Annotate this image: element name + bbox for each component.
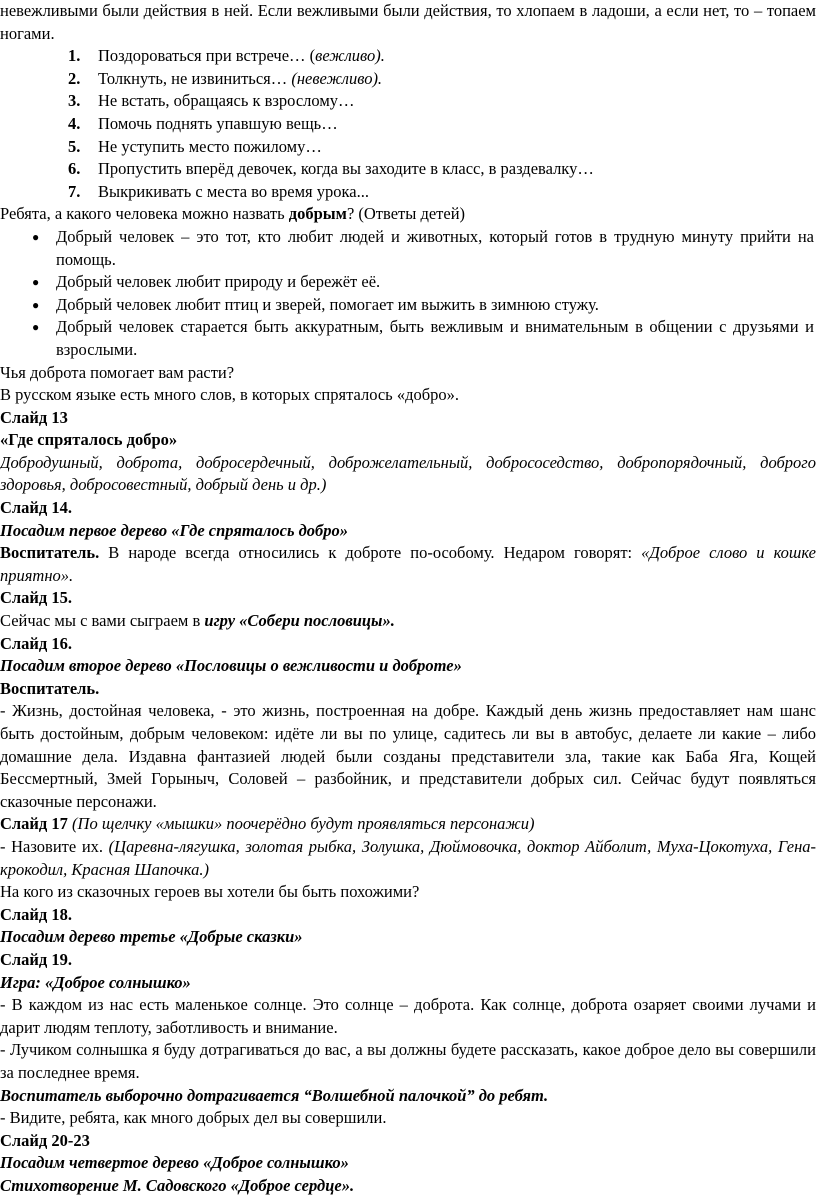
kind-person-list — [0, 226, 816, 362]
slide-18-tree: Посадим дерево третье «Добрые сказки» — [0, 927, 303, 947]
list-item — [0, 158, 816, 181]
slide-13-words: Добродушный, доброта, добросердечный, доброжелательный, добрососедство, добропорядочный, доброго здоровья, добросовестный, добрый день и др.) — [0, 452, 816, 495]
politeness-game-list — [0, 45, 816, 203]
slide-17-label: Слайд 17 — [0, 814, 68, 834]
list-text: Не встать, обращаясь к взрослому… — [98, 91, 355, 111]
list-text: Поздороваться при встрече… ( — [98, 46, 316, 66]
list-note: вежливо). — [315, 46, 385, 66]
list-item — [0, 271, 816, 294]
game-title: игру «Собери пословицы». — [204, 611, 395, 631]
slide-14-tree: Посадим первое дерево «Где спряталось добро» — [0, 520, 349, 540]
list-item — [0, 316, 816, 361]
list-number: 5. — [68, 136, 81, 156]
words-statement: В русском языке есть много слов, в которых спряталось «добро». — [0, 385, 459, 405]
list-item — [0, 90, 816, 113]
slide-13-label: Слайд 13 — [0, 407, 68, 427]
list-text: Помочь поднять упавшую вещь… — [98, 113, 338, 133]
slide-16-paragraph: - Жизнь, достойная человека, - это жизнь, построенная на добре. Каждый день жизнь предоставляет нам шанс быть достойным, добрым человеком: идёте ли вы по улице, садитесь ли вы в автобус, делаете ли какие – либо домашние дела. Издавна фантазией людей были созданы представители зла, такие как Баба Яга, Кощей Бессмертный, Змей Горыныч, Соловей – разбойник, и представители добрых сил. Сейчас будут появляться сказочные персонажи. — [0, 701, 816, 811]
slide-20-tree: Посадим четвертое дерево «Доброе солнышко» — [0, 1153, 349, 1173]
list-text: Пропустить вперёд девочек, когда вы заходите в класс, в раздевалку… — [98, 159, 594, 179]
list-item — [0, 181, 816, 204]
slide-19-game: Игра: «Доброе солнышко» — [0, 972, 191, 992]
slide-18-label: Слайд 18. — [0, 904, 73, 924]
list-number: 6. — [68, 159, 81, 179]
list-number: 2. — [68, 68, 81, 88]
bullet-icon: ● — [32, 297, 40, 312]
list-text: Добрый человек любит птиц и зверей, помогает им выжить в зимнюю стужу. — [56, 294, 599, 314]
bullet-icon: ● — [32, 275, 40, 290]
slide-20-poem: Стихотворение М. Садовского «Доброе сердце». — [0, 1175, 355, 1195]
speaker-label: Воспитатель. — [0, 543, 100, 563]
question-text: Ребята, а какого человека можно назвать — [0, 204, 289, 224]
slide-19-paragraph-2: - Лучиком солнышка я буду дотрагиваться до вас, а вы должны будете рассказать, какое доброе дело вы совершили за последнее время. — [0, 1040, 816, 1082]
list-text: Выкрикивать с места во время урока... — [98, 181, 369, 201]
slide-19-paragraph-3: - Видите, ребята, как много добрых дел вы совершили. — [0, 1108, 387, 1128]
slide-20-label: Слайд 20-23 — [0, 1130, 90, 1150]
list-item — [0, 113, 816, 136]
list-text: Добрый человек – это тот, кто любит людей и животных, который готов в трудную минуту прийти на помощь. — [56, 226, 814, 269]
list-item — [0, 294, 816, 317]
slide-14-paragraph — [0, 542, 816, 587]
slide-16-speaker: Воспитатель. — [0, 678, 100, 698]
slide-14-label: Слайд 14. — [0, 498, 73, 518]
paragraph-text: Сейчас мы с вами сыграем в — [0, 611, 205, 631]
list-text: Толкнуть, не извиниться… — [98, 68, 292, 88]
character-names: (Царевна-лягушка, золотая рыбка, Золушка, Дюймовочка, доктор Айболит, Муха-Цокотуха, Гена-крокодил, Красная Шапочка.) — [0, 836, 816, 879]
slide-16-tree: Посадим второе дерево «Пословицы о вежливости и доброте» — [0, 656, 462, 676]
list-text: Добрый человек старается быть аккуратным, быть вежливым и внимательным в общении с друзьями и взрослыми. — [56, 317, 814, 359]
slide-17-note: (По щелчку «мышки» поочерёдно будут проявляться персонажи) — [67, 814, 535, 834]
slide-13-title: «Где спряталось добро» — [0, 430, 178, 450]
kind-person-question — [0, 203, 816, 226]
list-number: 7. — [68, 181, 81, 201]
list-item — [0, 45, 816, 68]
list-number: 1. — [68, 46, 81, 66]
list-item — [0, 136, 816, 159]
slide-19-label: Слайд 19. — [0, 949, 73, 969]
list-number: 4. — [68, 113, 81, 133]
proverb-quote: «Доброе слово и кошке приятно». — [0, 543, 816, 585]
slide-17-question: На кого из сказочных героев вы хотели бы быть похожими? — [0, 882, 420, 902]
slide-19-action: Воспитатель выборочно дотрагивается “Волшебной палочкой” до ребят. — [0, 1085, 549, 1105]
growth-question: Чья доброта помогает вам расти? — [0, 362, 235, 382]
list-text: Добрый человек любит природу и бережёт её. — [56, 272, 381, 292]
slide-15-paragraph — [0, 610, 816, 633]
list-text: Не уступить место пожилому… — [98, 136, 322, 156]
slide-15-label: Слайд 15. — [0, 588, 73, 608]
slide-19-paragraph-1: - В каждом из нас есть маленькое солнце. Это солнце – доброта. Как солнце, доброта озаряет своими лучами и дарит людям теплоту, заботливость и внимание. — [0, 995, 816, 1037]
question-answers-note: ? (Ответы детей) — [346, 204, 466, 224]
slide-16-label: Слайд 16. — [0, 633, 73, 653]
intro-paragraph: невежливыми были действия в ней. Если вежливыми были действия, то хлопаем в ладоши, а если нет, то – топаем ногами. — [0, 1, 816, 43]
list-item — [0, 226, 816, 271]
list-item — [0, 68, 816, 91]
slide-17-paragraph — [0, 836, 816, 881]
paragraph-text: - Назовите их. — [0, 836, 109, 856]
list-note: (невежливо). — [291, 68, 383, 88]
question-keyword: добрым — [288, 204, 347, 224]
bullet-icon: ● — [32, 320, 40, 335]
paragraph-text: В народе всегда относились к доброте по-особому. Недаром говорят: — [99, 543, 642, 563]
bullet-icon: ● — [32, 229, 40, 244]
list-number: 3. — [68, 91, 81, 111]
slide-17-heading — [0, 813, 816, 836]
